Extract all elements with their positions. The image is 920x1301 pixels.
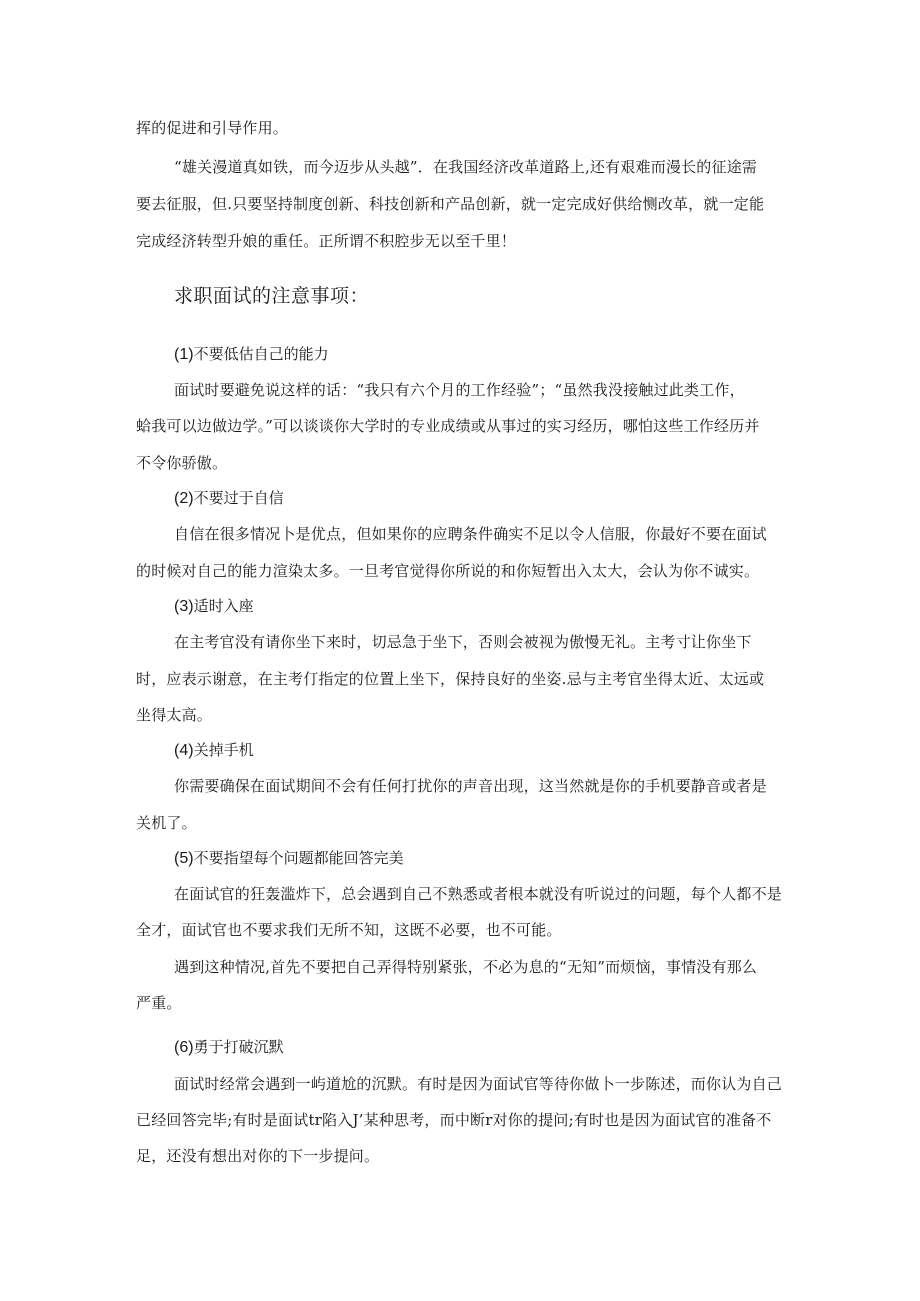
paragraph-line: 在面试官的狂轰滥炸下，总会遇到自己不熟悉或者根本就没有听说过的问题，每个人都不是 — [174, 885, 783, 903]
subheading-title: 关掉手机 — [193, 741, 254, 759]
subheading-title: 不要指望每个问题都能回答完美 — [193, 849, 404, 867]
paragraph-line: 遇到这种情况,首先不要把自己弄得特别紧张，不必为息的“无知”而烦恼，事情没有那么 — [174, 958, 758, 976]
subheading-title: 不要低估自己的能力 — [193, 345, 329, 363]
paragraph-line: 面试时经常会遇到一屿道尬的沉默。有时是因为面试官等待你做卜一步陈述，而你认为自己 — [174, 1075, 783, 1093]
paragraph-line: 的时候对自己的能力渲染太多。一旦考官觉得你所说的和你短暂出入太大，会认为你不诚实。 — [136, 562, 760, 580]
section-heading: 求职面试的注意事项： — [174, 285, 370, 307]
paragraph-line: 关机了。 — [136, 814, 197, 832]
paragraph-line: 足，还没有想出对你的下一步提问。 — [136, 1147, 380, 1165]
subheading-title: 不要过于自信 — [193, 489, 284, 507]
subheading-title: 适时入座 — [193, 597, 254, 615]
intro-line-1: 挥的促进和引导作用。 — [136, 119, 289, 137]
paragraph-line: 全才，面试官也不要求我们无所不知，这既不必要，也不可能。 — [136, 921, 562, 939]
paragraph-line: 时，应表示谢意，在主考仃指定的位置上坐下，保持良好的坐姿.忌与主考官坐得太近、太远或 — [136, 670, 765, 688]
intro-line-2: “雄关漫道真如铁，而今迈步从头越”．在我国经济改革道路上,还有艰难而漫长的征途需 — [174, 158, 758, 176]
intro-line-3: 要去征服，但.只要坚持制度创新、科技创新和产品创新，就一定完成好供给恻改革，就一定能 — [136, 195, 765, 213]
paragraph-line: 自信在很多情况卜是优点，但如果你的应聘条件确实不足以令人信服，你最好不要在面试 — [174, 525, 767, 543]
subheading-number: (3) — [174, 598, 194, 615]
paragraph-line: 严重。 — [136, 994, 182, 1012]
paragraph-line: 面试时要避免说这样的话：“我只有六个月的工作经验”；“虽然我没接触过此类工作， — [174, 381, 745, 399]
subheading-number: (4) — [174, 742, 194, 759]
intro-line-4: 完成经济转型升娘的重任。正所谓不积腔步无以至千里！ — [136, 232, 517, 250]
paragraph-line: 你需要确保在面试期间不会有任何打扰你的声音出现，这当然就是你的手机要静音或者是 — [174, 777, 767, 795]
subheading-number: (6) — [174, 1039, 194, 1056]
subheading-number: (5) — [174, 850, 194, 867]
subheading-number: (2) — [174, 490, 194, 507]
subheading-title: 勇于打破沉默 — [193, 1038, 284, 1056]
paragraph-line: 蛤我可以边做边学。”可以谈谈你大学时的专业成绩或从事过的实习经历，哪怕这些工作经历并 — [136, 417, 760, 435]
subheading-6 — [174, 1037, 284, 1058]
subheading-4 — [174, 740, 254, 761]
paragraph-line: 不令你骄傲。 — [136, 454, 228, 472]
paragraph-line: 已经回答完毕;有时是面试tr陷入J’某种思考，而中断r对你的提问;有时也是因为面试官的准备不 — [136, 1111, 772, 1129]
subheading-5 — [174, 848, 404, 869]
subheading-2 — [174, 488, 284, 509]
subheading-number: (1) — [174, 346, 194, 363]
subheading-1 — [174, 344, 329, 365]
paragraph-line: 坐得太高。 — [136, 706, 213, 724]
paragraph-line: 在主考官没有请你坐下来时，切忌急于坐下，否则会被视为傲慢无礼。主考寸让你坐下 — [174, 633, 752, 651]
subheading-3 — [174, 596, 254, 617]
